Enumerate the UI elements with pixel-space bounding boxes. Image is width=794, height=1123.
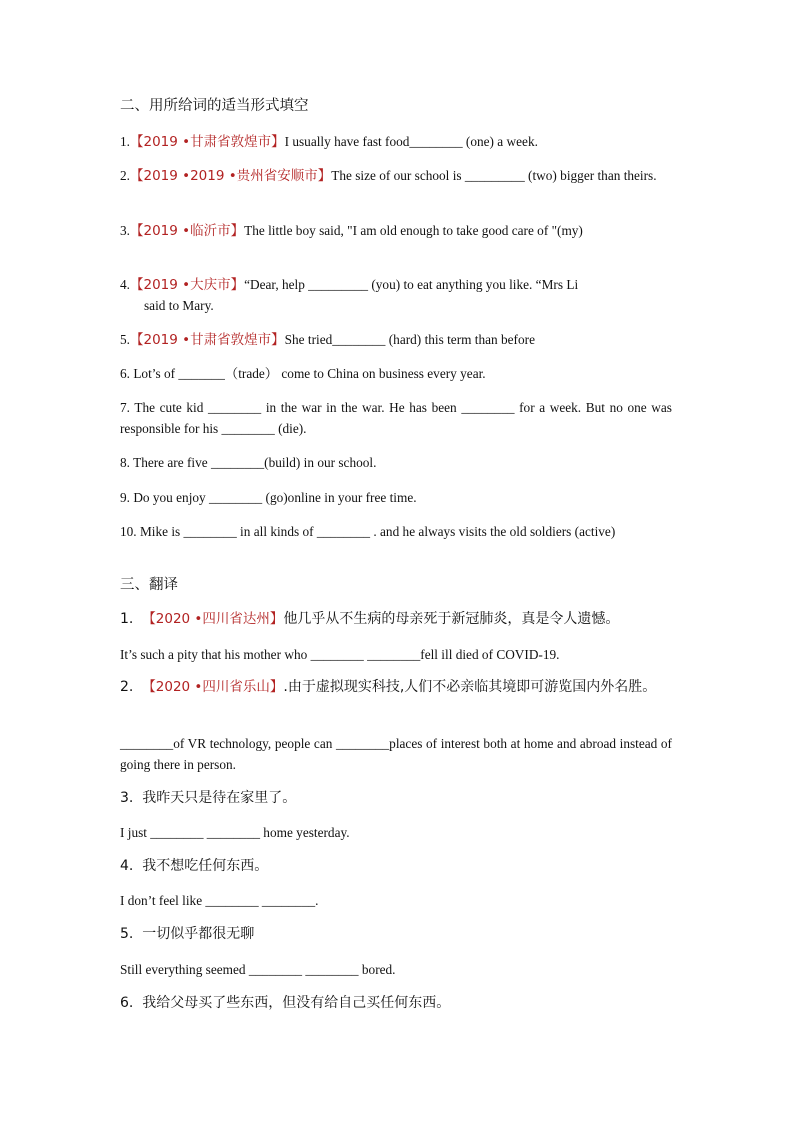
question-6 [120,363,672,384]
translation-3-answer: I just ________ ________ home yesterday. [120,825,350,840]
question-text: “Dear, help _________ (you) to eat anything you like. “Mrs Li [244,277,579,292]
section-2-title: 二、用所给词的适当形式填空 [120,98,309,114]
question-7 [120,397,672,439]
translation-5-answer: Still everything seemed ________ ________ bored. [120,962,396,977]
question-text: She tried________ (hard) this term than before [284,332,535,347]
question-source: 【2019 •大庆市】 [129,277,245,293]
question-number: 8. [120,455,130,470]
translation-5-prompt [120,924,672,945]
question-4 [120,274,672,296]
question-text: Lot’s of _______（trade） come to China on business every year. [133,366,486,381]
question-number: 2. [120,679,134,695]
chinese-sentence: 我昨天只是待在家里了。 [142,790,297,806]
question-number: 9. [120,490,130,505]
question-source: 【2019 •甘肃省敦煌市】 [129,332,285,348]
translation-2-prompt [120,676,672,698]
question-source: 【2020 •四川省达州】 [142,611,284,627]
question-source: 【2019 •临沂市】 [129,223,245,239]
question-number: 10. [120,524,137,539]
question-1 [120,131,672,153]
chinese-sentence: .由于虚拟现实科技,人们不必亲临其境即可游览国内外名胜。 [283,679,657,695]
question-text: The size of our school is _________ (two) bigger than theirs. [331,168,657,183]
chinese-sentence: 我不想吃任何东西。 [142,858,269,874]
question-text: I usually have fast food________ (one) a week. [284,134,538,149]
question-number: 3. [120,223,130,238]
question-text: The little boy said, "I am old enough to take good care of "(my) [244,223,583,238]
question-8 [120,452,672,473]
translation-2-answer: ________of VR technology, people can ________places of interest both at home and abroad instead of going there in person. [120,736,672,772]
question-10 [120,521,672,542]
question-text: There are five ________(build) in our school. [133,455,377,470]
question-9 [120,487,672,508]
question-4-continued: said to Mary. [144,298,214,313]
question-text: Do you enjoy ________ (go)online in your free time. [133,490,417,505]
translation-4-answer: I don’t feel like ________ ________. [120,893,319,908]
translation-1-prompt [120,609,672,630]
chinese-sentence: 一切似乎都很无聊 [142,926,255,942]
section-3-title: 三、翻译 [120,577,178,593]
question-source: 【2019 •2019 •贵州省安顺市】 [129,168,332,184]
question-number: 5. [120,332,130,347]
question-source: 【2019 •甘肃省敦煌市】 [129,134,285,150]
question-2 [120,165,672,187]
question-number: 5. [120,926,134,942]
question-number: 7. [120,400,130,415]
question-text: The cute kid ________ in the war in the war. He has been ________ for a week. But no one was responsible for his ________ (die). [120,400,672,436]
translation-3-prompt [120,788,672,809]
question-5 [120,329,672,351]
chinese-sentence: 他几乎从不生病的母亲死于新冠肺炎，真是令人遗憾。 [283,611,620,627]
question-number: 3. [120,790,134,806]
translation-4-prompt [120,856,672,877]
question-number: 4. [120,858,134,874]
translation-1-answer: It’s such a pity that his mother who ________ ________fell ill died of COVID-19. [120,647,560,662]
question-number: 1. [120,611,134,627]
chinese-sentence: 我给父母买了些东西，但没有给自己买任何东西。 [142,995,451,1011]
translation-6-prompt [120,993,672,1014]
question-number: 1. [120,134,130,149]
question-3 [120,220,672,242]
question-number: 6. [120,366,130,381]
question-text: Mike is ________ in all kinds of ________ . and he always visits the old soldiers (active) [139,524,616,539]
question-source: 【2020 •四川省乐山】 [142,679,284,695]
question-number: 6. [120,995,134,1011]
question-number: 2. [120,168,130,183]
question-number: 4. [120,277,130,292]
